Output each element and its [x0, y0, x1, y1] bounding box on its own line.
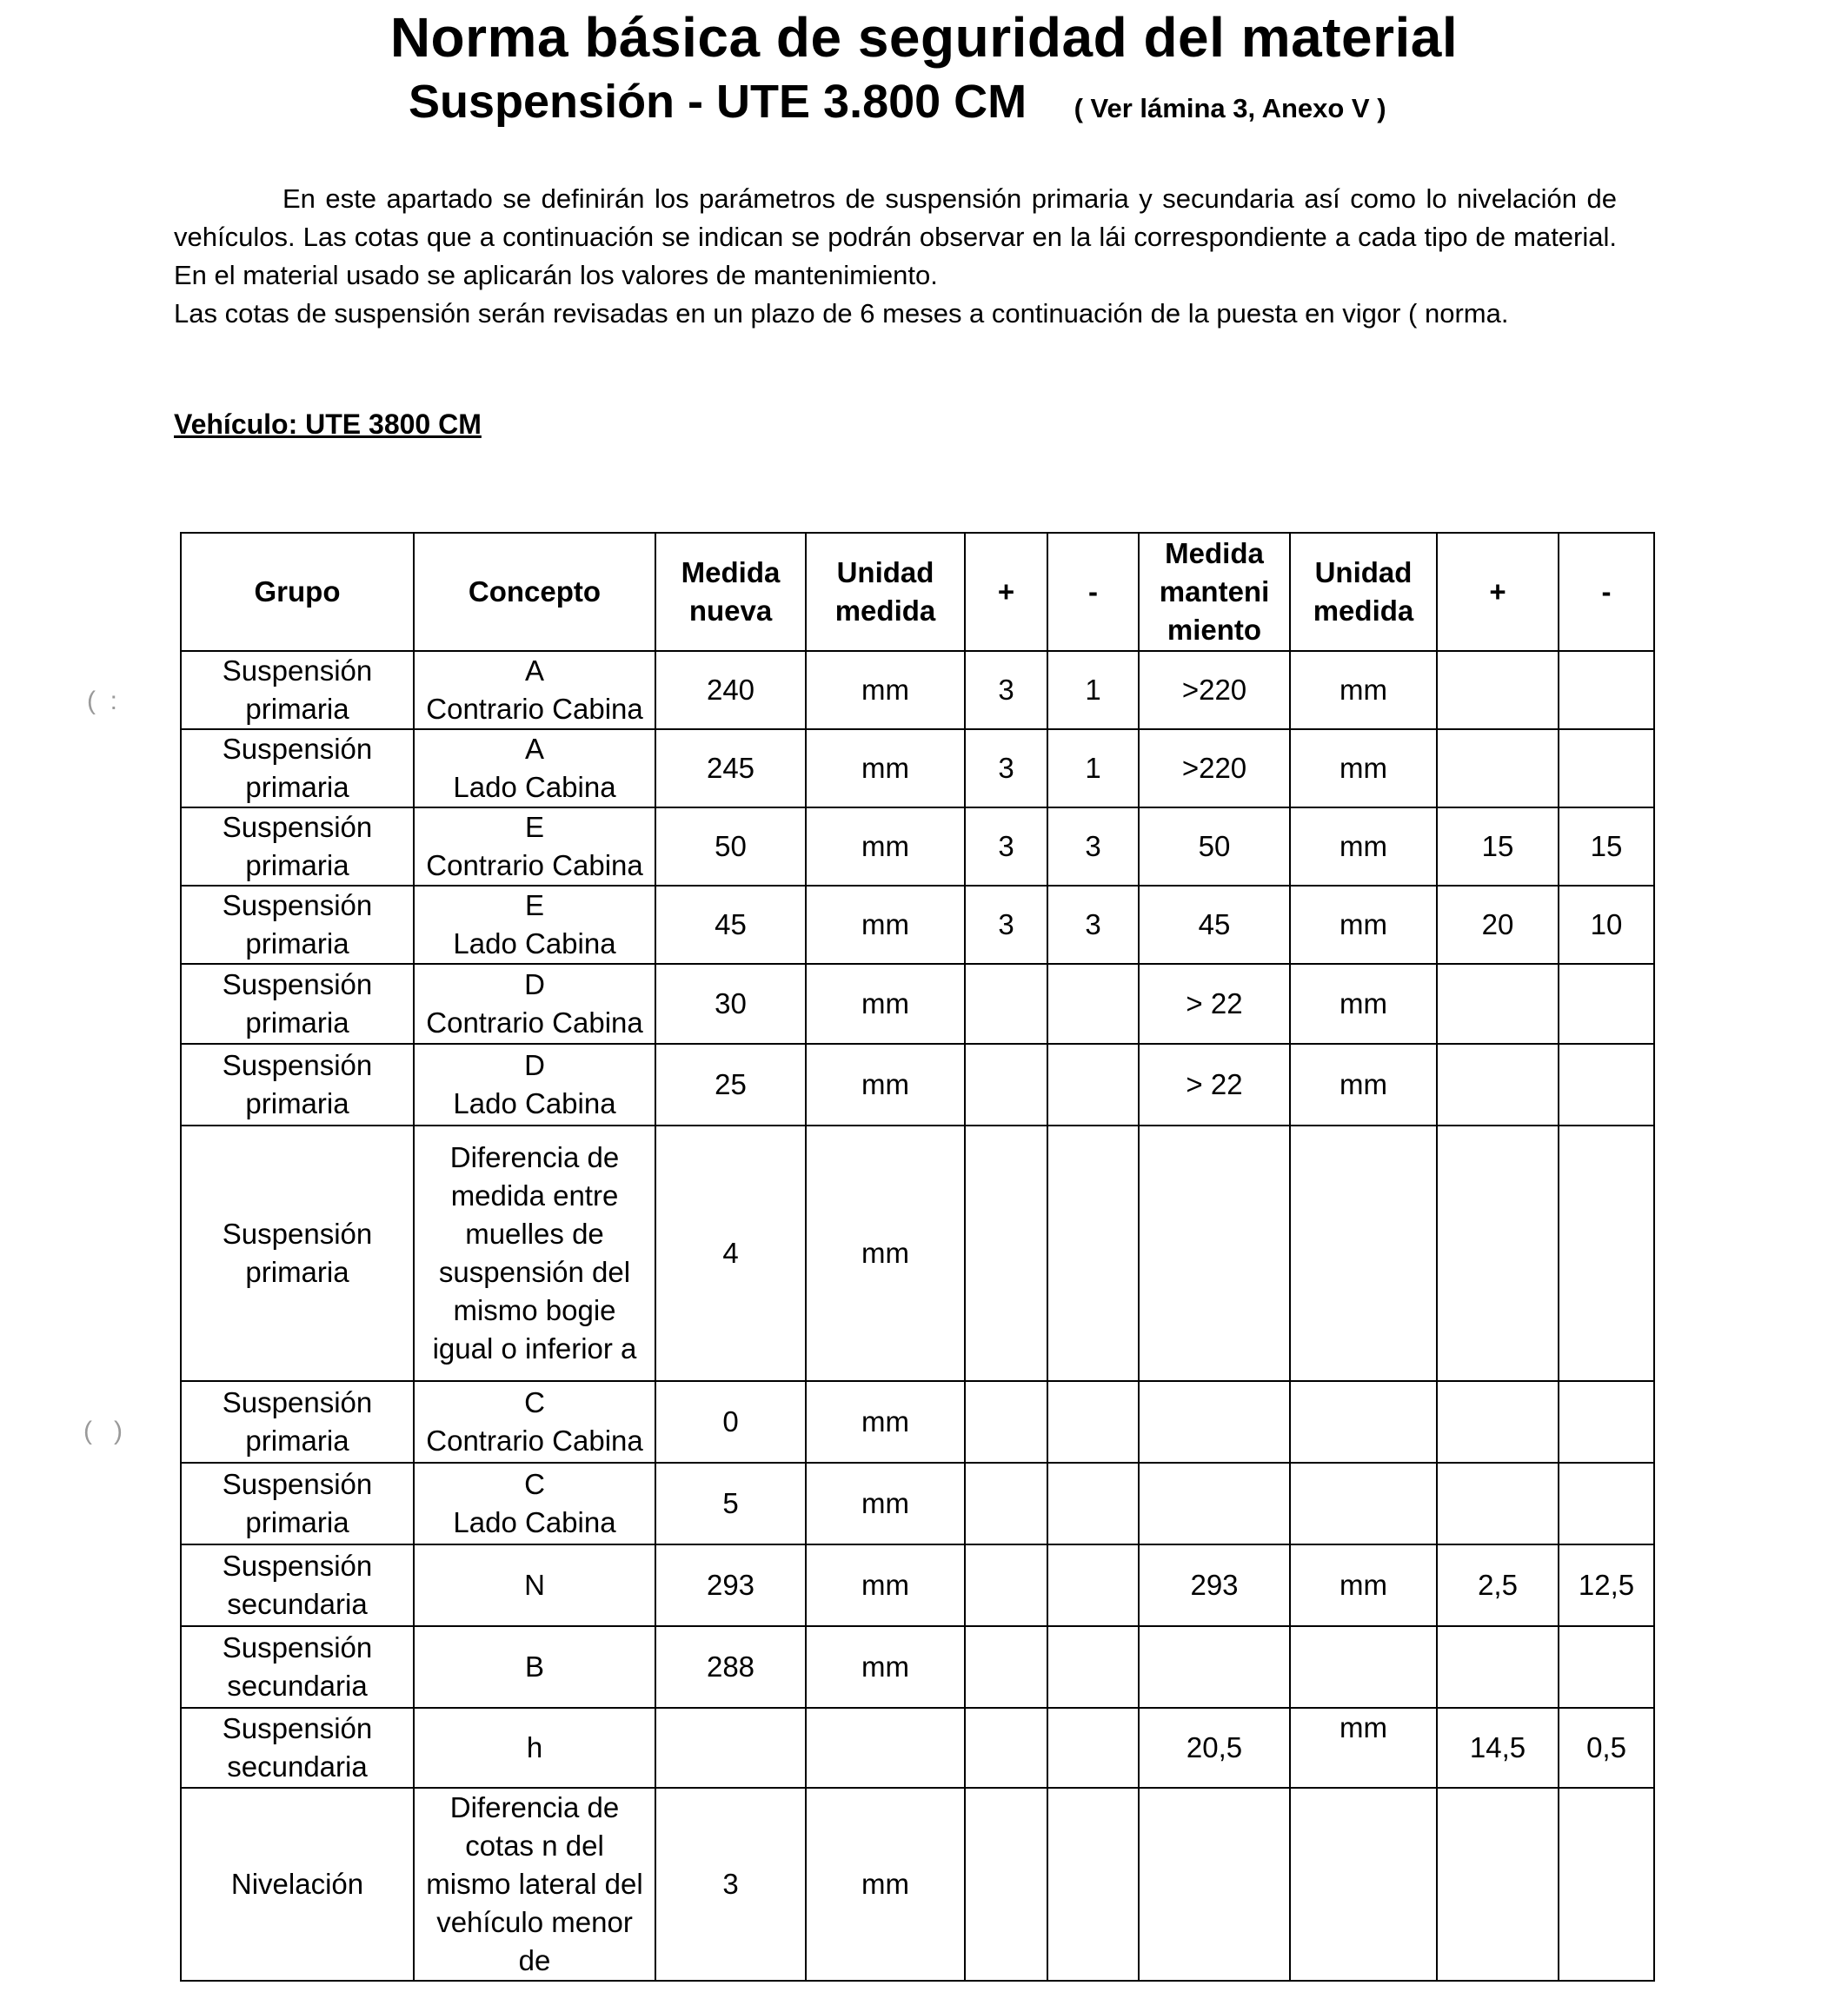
- cell-plus-mant: 20: [1437, 886, 1559, 964]
- header-grupo: Grupo: [181, 533, 414, 651]
- cell-unidad-mant: mm: [1290, 651, 1437, 729]
- cell-medida-nueva: 45: [655, 886, 806, 964]
- cell-plus: 3: [965, 807, 1047, 886]
- cell-minus-mant: [1559, 964, 1654, 1044]
- intro-paragraph-2: Las cotas de suspensión serán revisadas en un plazo de 6 meses a continuación de la puesta en vigor ( norma.: [174, 298, 1509, 329]
- cell-concepto: Diferencia de cotas n del mismo lateral del vehículo menor de: [414, 1788, 655, 1981]
- cell-plus-mant: [1437, 651, 1559, 729]
- cell-plus: [965, 1463, 1047, 1544]
- intro-text: [174, 180, 1617, 333]
- cell-plus-mant: [1437, 1044, 1559, 1126]
- cell-grupo: Suspensión primaria: [181, 964, 414, 1044]
- binding-hole-mark: ( ): [83, 1417, 123, 1445]
- table-row: [181, 1544, 1654, 1626]
- table-row: [181, 651, 1654, 729]
- cell-unidad-mant: mm: [1290, 807, 1437, 886]
- cell-minus-mant: 0,5: [1559, 1708, 1654, 1788]
- header-medida-mantenimiento: Medida manteni miento: [1139, 533, 1290, 651]
- cell-concepto: B: [414, 1626, 655, 1708]
- cell-unidad-mant: [1290, 1126, 1437, 1381]
- cell-plus-mant: 14,5: [1437, 1708, 1559, 1788]
- cell-plus: [965, 964, 1047, 1044]
- cell-medida-nueva: 293: [655, 1544, 806, 1626]
- cell-plus-mant: [1437, 1463, 1559, 1544]
- header-medida-nueva: Medida nueva: [655, 533, 806, 651]
- cell-concepto: A Contrario Cabina: [414, 651, 655, 729]
- cell-medida-mant: [1139, 1626, 1290, 1708]
- cell-minus-mant: [1559, 1381, 1654, 1463]
- cell-plus-mant: [1437, 964, 1559, 1044]
- cell-plus: [965, 1626, 1047, 1708]
- cell-minus: 1: [1047, 651, 1139, 729]
- cell-unidad-mant: mm: [1290, 886, 1437, 964]
- cell-minus-mant: [1559, 1044, 1654, 1126]
- header-minus: -: [1047, 533, 1139, 651]
- cell-minus-mant: [1559, 651, 1654, 729]
- cell-grupo: Suspensión primaria: [181, 1044, 414, 1126]
- cell-unidad: mm: [806, 807, 965, 886]
- cell-medida-nueva: 50: [655, 807, 806, 886]
- document-title: Norma básica de seguridad del material: [389, 6, 1459, 69]
- cell-minus-mant: [1559, 1626, 1654, 1708]
- cell-unidad: mm: [806, 1044, 965, 1126]
- cell-medida-mant: 20,5: [1139, 1708, 1290, 1788]
- intro-paragraph-1: En este apartado se definirán los parámetros de suspensión primaria y secundaria así como lo nivelación de vehículos. Las cotas que a continuación se indican se podrán observar en la lái correspondiente a cada tipo de material. En el material usado se aplicarán los valores de mantenimiento.: [174, 183, 1617, 290]
- suspension-spec-table: [180, 532, 1655, 1982]
- cell-unidad-mant: mm: [1290, 1708, 1437, 1788]
- table-body: [181, 651, 1654, 1981]
- cell-minus-mant: [1559, 729, 1654, 807]
- cell-concepto: D Contrario Cabina: [414, 964, 655, 1044]
- cell-unidad: [806, 1708, 965, 1788]
- cell-medida-nueva: 0: [655, 1381, 806, 1463]
- cell-concepto: D Lado Cabina: [414, 1044, 655, 1126]
- cell-unidad-mant: mm: [1290, 1544, 1437, 1626]
- cell-grupo: Suspensión secundaria: [181, 1708, 414, 1788]
- cell-plus-mant: [1437, 729, 1559, 807]
- cell-minus-mant: [1559, 1126, 1654, 1381]
- cell-grupo: Suspensión primaria: [181, 886, 414, 964]
- cell-minus-mant: 12,5: [1559, 1544, 1654, 1626]
- cell-plus: 3: [965, 651, 1047, 729]
- cell-concepto: C Lado Cabina: [414, 1463, 655, 1544]
- header-plus-mant: +: [1437, 533, 1559, 651]
- cell-unidad-mant: [1290, 1788, 1437, 1981]
- cell-medida-mant: >220: [1139, 651, 1290, 729]
- cell-unidad: mm: [806, 1544, 965, 1626]
- cell-unidad-mant: mm: [1290, 1044, 1437, 1126]
- cell-grupo: Suspensión primaria: [181, 807, 414, 886]
- cell-unidad-mant: [1290, 1626, 1437, 1708]
- cell-minus: [1047, 1788, 1139, 1981]
- cell-medida-mant: 50: [1139, 807, 1290, 886]
- cell-unidad-mant: mm: [1290, 964, 1437, 1044]
- cell-medida-nueva: 5: [655, 1463, 806, 1544]
- cell-minus-mant: 15: [1559, 807, 1654, 886]
- cell-medida-mant: > 22: [1139, 964, 1290, 1044]
- table-row: [181, 1044, 1654, 1126]
- cell-minus: [1047, 1044, 1139, 1126]
- header-concepto: Concepto: [414, 533, 655, 651]
- table-row: [181, 729, 1654, 807]
- cell-plus-mant: [1437, 1126, 1559, 1381]
- cell-minus-mant: 10: [1559, 886, 1654, 964]
- cell-plus: [965, 1544, 1047, 1626]
- cell-plus: 3: [965, 729, 1047, 807]
- cell-minus-mant: [1559, 1788, 1654, 1981]
- cell-grupo: Suspensión primaria: [181, 651, 414, 729]
- cell-concepto: E Contrario Cabina: [414, 807, 655, 886]
- header-unidad-medida: Unidad medida: [806, 533, 965, 651]
- cell-plus: 3: [965, 886, 1047, 964]
- cell-unidad: mm: [806, 1381, 965, 1463]
- cell-medida-nueva: 245: [655, 729, 806, 807]
- cell-unidad-mant: [1290, 1381, 1437, 1463]
- cell-unidad: mm: [806, 1463, 965, 1544]
- cell-minus: 3: [1047, 886, 1139, 964]
- cell-medida-nueva: 240: [655, 651, 806, 729]
- cell-medida-mant: [1139, 1381, 1290, 1463]
- header-minus-mant: -: [1559, 533, 1654, 651]
- cell-grupo: Suspensión primaria: [181, 729, 414, 807]
- cell-grupo: Suspensión primaria: [181, 1463, 414, 1544]
- cell-plus: [965, 1126, 1047, 1381]
- cell-grupo: Nivelación: [181, 1788, 414, 1981]
- binding-hole-mark: ( :: [87, 687, 117, 715]
- table-row: [181, 1381, 1654, 1463]
- cell-plus: [965, 1708, 1047, 1788]
- cell-medida-mant: [1139, 1788, 1290, 1981]
- cell-grupo: Suspensión secundaria: [181, 1544, 414, 1626]
- cell-minus: [1047, 1381, 1139, 1463]
- cell-concepto: E Lado Cabina: [414, 886, 655, 964]
- cell-concepto: A Lado Cabina: [414, 729, 655, 807]
- cell-minus: 3: [1047, 807, 1139, 886]
- cell-unidad: mm: [806, 651, 965, 729]
- table-row: [181, 1708, 1654, 1788]
- cell-concepto: h: [414, 1708, 655, 1788]
- cell-medida-mant: 293: [1139, 1544, 1290, 1626]
- cell-plus-mant: 15: [1437, 807, 1559, 886]
- table-row: [181, 964, 1654, 1044]
- cell-medida-mant: [1139, 1126, 1290, 1381]
- table-row: [181, 1788, 1654, 1981]
- cell-unidad: mm: [806, 1626, 965, 1708]
- table-row: [181, 1126, 1654, 1381]
- cell-minus: [1047, 1126, 1139, 1381]
- cell-concepto: C Contrario Cabina: [414, 1381, 655, 1463]
- cell-medida-nueva: [655, 1708, 806, 1788]
- cell-unidad-mant: mm: [1290, 729, 1437, 807]
- cell-concepto: Diferencia de medida entre muelles de suspensión del mismo bogie igual o inferior a: [414, 1126, 655, 1381]
- cell-medida-mant: [1139, 1463, 1290, 1544]
- cell-minus: [1047, 1544, 1139, 1626]
- cell-minus: [1047, 1463, 1139, 1544]
- cell-medida-nueva: 288: [655, 1626, 806, 1708]
- table-row: [181, 1463, 1654, 1544]
- cell-minus: [1047, 1708, 1139, 1788]
- table-header-row: [181, 533, 1654, 651]
- cell-unidad: mm: [806, 886, 965, 964]
- cell-grupo: Suspensión primaria: [181, 1126, 414, 1381]
- cell-medida-nueva: 25: [655, 1044, 806, 1126]
- cell-concepto: N: [414, 1544, 655, 1626]
- cell-unidad: mm: [806, 1126, 965, 1381]
- header-unidad-medida-mant: Unidad medida: [1290, 533, 1437, 651]
- cell-grupo: Suspensión primaria: [181, 1381, 414, 1463]
- cell-medida-nueva: 3: [655, 1788, 806, 1981]
- cell-plus: [965, 1381, 1047, 1463]
- cell-minus-mant: [1559, 1463, 1654, 1544]
- cell-plus-mant: [1437, 1788, 1559, 1981]
- cell-medida-mant: >220: [1139, 729, 1290, 807]
- cell-medida-mant: > 22: [1139, 1044, 1290, 1126]
- cell-unidad: mm: [806, 729, 965, 807]
- header-plus: +: [965, 533, 1047, 651]
- cell-grupo: Suspensión secundaria: [181, 1626, 414, 1708]
- table-row: [181, 1626, 1654, 1708]
- cell-plus-mant: 2,5: [1437, 1544, 1559, 1626]
- document-subtitle: Suspensión - UTE 3.800 CM: [409, 76, 1027, 128]
- cell-unidad: mm: [806, 964, 965, 1044]
- cell-medida-nueva: 4: [655, 1126, 806, 1381]
- cell-minus: [1047, 964, 1139, 1044]
- cell-unidad: mm: [806, 1788, 965, 1981]
- vehicle-heading: Vehículo: UTE 3800 CM: [174, 408, 482, 440]
- cell-plus: [965, 1788, 1047, 1981]
- cell-plus-mant: [1437, 1381, 1559, 1463]
- table-row: [181, 807, 1654, 886]
- table-row: [181, 886, 1654, 964]
- cell-minus: 1: [1047, 729, 1139, 807]
- cell-plus: [965, 1044, 1047, 1126]
- subtitle-reference: ( Ver lámina 3, Anexo V ): [1074, 93, 1386, 123]
- cell-medida-mant: 45: [1139, 886, 1290, 964]
- cell-minus: [1047, 1626, 1139, 1708]
- cell-plus-mant: [1437, 1626, 1559, 1708]
- cell-unidad-mant: [1290, 1463, 1437, 1544]
- cell-medida-nueva: 30: [655, 964, 806, 1044]
- subtitle-line: [409, 75, 1386, 129]
